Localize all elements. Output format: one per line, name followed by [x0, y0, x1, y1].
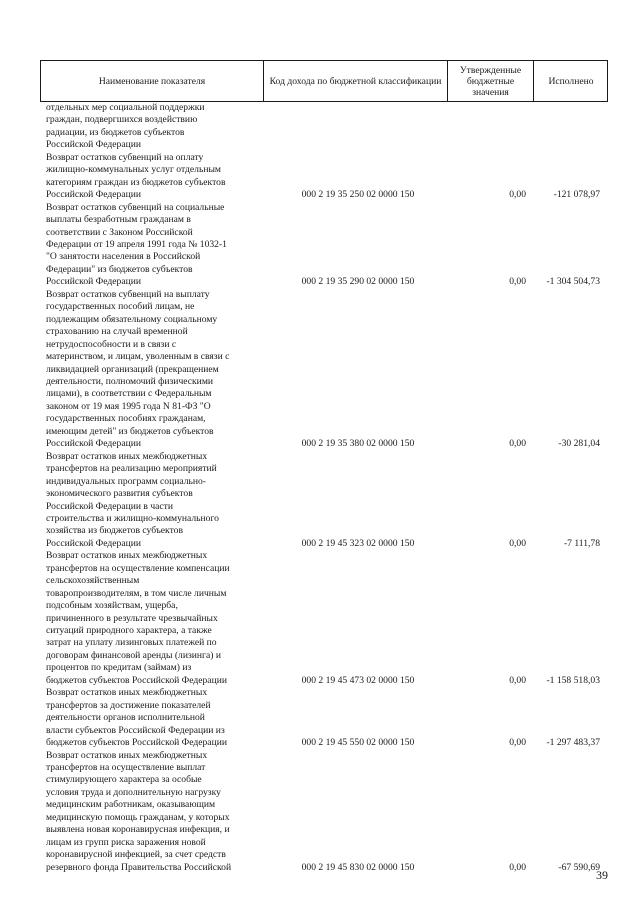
- row-executed-value: -121 078,97: [553, 189, 600, 201]
- budget-table: [40, 60, 608, 874]
- table-row: [40, 289, 608, 451]
- table-row: [40, 202, 608, 289]
- row-approved-value: 0,00: [509, 438, 526, 450]
- row-indicator-name: Возврат остатков иных межбюджетных трансфертов на осуществление компенсации сельскохозяйственным товаропроизводителям, в том числе личным подсобным хозяйствам, ущерба, причиненного в результате чрезвычайных ситуаций природного характера, а также затрат на уплату лизинговых платежей по договорам финансовой аренды (лизинга) и процентов по кредитам (займам) из бюджетов субъектов Российской Федерации: [46, 550, 230, 686]
- row-approved-value: 0,00: [509, 189, 526, 201]
- row-indicator-name: отдельных мер социальной поддержки граждан, подвергшихся воздействию радиации, из бюджетов субъектов Российской Федерации: [46, 102, 205, 151]
- row-approved-value: 0,00: [509, 674, 526, 686]
- table-row: [40, 750, 608, 875]
- table-row: [40, 687, 608, 749]
- row-indicator-name: Возврат остатков субвенций на социальные выплаты безработным гражданам в соответствии с Законом Российской Федерации от 19 апреля 1991 года № 1032-1 "О занятости населения в Российской Федерации" из бюджетов субъектов Российской Федерации: [46, 201, 227, 288]
- row-approved-value: 0,00: [509, 276, 526, 288]
- table-row: [40, 152, 608, 202]
- row-indicator-name: Возврат остатков субвенций на выплату государственных пособий лицам, не подлежащим обязательному социальному страхованию на случай временной нетрудоспособности и в связи с материнством, и лицам, уволенным в связи с ликвидацией организаций (прекращением деятельности, полномочий физическими лицами), в соответствии с Федеральным законом от 19 мая 1995 года N 81-ФЗ "О государственных пособиях гражданам, имеющим детей" из бюджетов субъектов Российской Федерации: [46, 288, 230, 450]
- row-executed-value: -1 158 518,03: [546, 674, 600, 686]
- row-income-code: 000 2 19 45 473 02 0000 150: [301, 674, 415, 686]
- row-approved-value: 0,00: [509, 537, 526, 549]
- page-number: 39: [596, 868, 608, 882]
- row-executed-value: -1 304 504,73: [546, 276, 600, 288]
- row-approved-value: 0,00: [509, 737, 526, 749]
- row-income-code: 000 2 19 45 550 02 0000 150: [301, 737, 415, 749]
- table-row: [40, 451, 608, 551]
- table-row: [40, 102, 608, 152]
- row-income-code: 000 2 19 35 380 02 0000 150: [301, 438, 415, 450]
- row-income-code: 000 2 19 45 830 02 0000 150: [301, 861, 415, 873]
- header-approved-values: Утвержденные бюджетные значения: [447, 61, 533, 101]
- row-indicator-name: Возврат остатков субвенций на оплату жилищно-коммунальных услуг отдельным категориям граждан из бюджетов субъектов Российской Федерации: [46, 151, 226, 201]
- header-indicator-name: Наименование показателя: [98, 75, 206, 87]
- row-executed-value: -7 111,78: [563, 537, 600, 549]
- table-row: [40, 550, 608, 687]
- row-indicator-name: Возврат остатков иных межбюджетных трансфертов на осуществление выплат стимулирующего характера за особые условия труда и дополнительную нагрузку медицинским работникам, оказывающим медицинскую помощь гражданам, у которых выявлена новая коронавирусная инфекция, и лицам из групп риска заражения новой коронавирусной инфекцией, за счет средств резервного фонда Правительства Российской: [46, 749, 232, 873]
- row-executed-value: -1 297 483,37: [546, 737, 600, 749]
- row-approved-value: 0,00: [509, 861, 526, 873]
- header-income-code: Код дохода по бюджетной классификации: [263, 61, 447, 101]
- row-executed-value: -30 281,04: [558, 438, 600, 450]
- row-indicator-name: Возврат остатков иных межбюджетных трансфертов за достижение показателей деятельности органов исполнительной власти субъектов Российской Федерации из бюджетов субъектов Российской Федерации: [46, 687, 227, 749]
- row-income-code: 000 2 19 35 290 02 0000 150: [301, 276, 415, 288]
- header-executed: Исполнено: [533, 61, 608, 101]
- row-indicator-name: Возврат остатков иных межбюджетных трансфертов на реализацию мероприятий индивидуальных программ социально- экономического развития субъектов Российской Федерации в части строительства и жилищно-коммунального хозяйства из бюджетов субъектов Российской Федерации: [46, 450, 219, 549]
- row-income-code: 000 2 19 45 323 02 0000 150: [301, 537, 415, 549]
- table-header: [40, 61, 608, 102]
- row-income-code: 000 2 19 35 250 02 0000 150: [301, 189, 415, 201]
- row-executed-value: -67 590,69: [558, 861, 600, 873]
- table-body: [40, 102, 608, 874]
